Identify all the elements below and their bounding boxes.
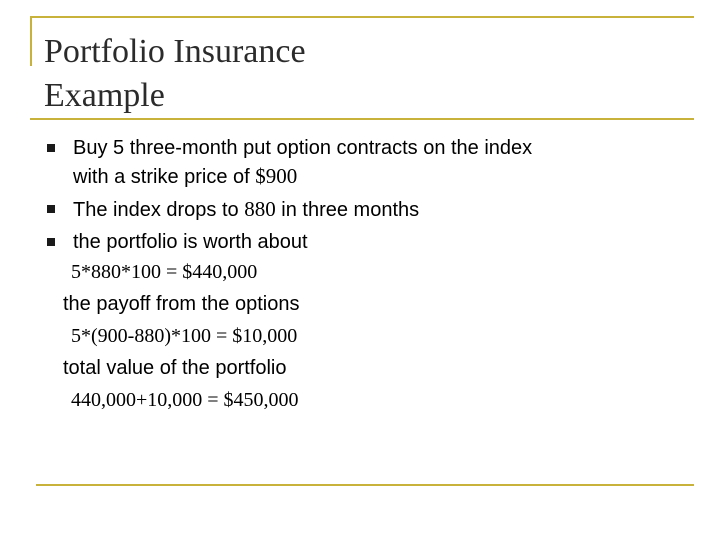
bullet-item-index-drops [45,195,685,224]
left-accent-line [30,16,32,66]
total-value-formula: 440,000+10,000 = $450,000 [71,389,299,411]
bullet-text-part: in three months [275,199,420,221]
portfolio-value-formula: 5*880*100 = $440,000 [71,261,258,283]
title-line-1: Portfolio Insurance [44,33,306,70]
payoff-formula: 5*(900-880)*100 = $10,000 [71,325,298,347]
title-line-2: Example [44,77,165,114]
bullet-text-part: with a strike price of [73,166,256,188]
bullet-text: Buy 5 three-month put option contracts on the index [73,137,533,159]
strike-price: $900 [255,164,298,188]
total-value-label: total value of the portfolio [63,357,287,379]
index-level: 880 [244,197,276,221]
bullet-text: the portfolio is worth about [73,231,308,253]
bottom-divider-line [36,484,694,486]
bullet-text-line2 [73,162,685,191]
square-bullet-icon [47,144,55,152]
bullet-item-portfolio-worth [45,228,685,256]
title-underline [30,118,694,120]
slide-title [44,30,306,118]
slide-body [45,134,685,416]
bullet-text-part: The index drops to [73,199,245,221]
top-divider-line [30,16,694,18]
square-bullet-icon [47,205,55,213]
payoff-label: the payoff from the options [63,293,300,315]
bullet-item-buy-puts [45,134,685,191]
square-bullet-icon [47,238,55,246]
